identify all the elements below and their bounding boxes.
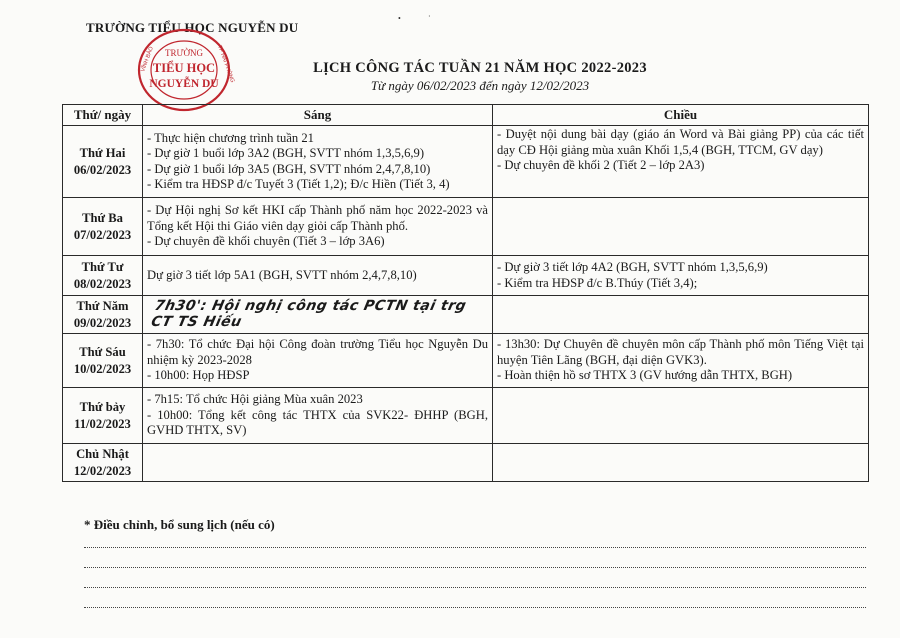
table-row xyxy=(63,334,869,388)
morning-item: - Dự giờ 1 buổi lớp 3A5 (BGH, SVTT nhóm 2,4,7,8,10) xyxy=(147,161,431,176)
morning-cell xyxy=(143,198,493,256)
seal-line-1: TRƯỜNG xyxy=(165,48,203,58)
day-cell xyxy=(63,198,143,256)
day-name: Thứ bảy xyxy=(79,399,126,414)
day-date: 09/02/2023 xyxy=(73,315,132,330)
day-date: 10/02/2023 xyxy=(73,361,132,376)
day-cell xyxy=(63,296,143,334)
afternoon-item: - Dự chuyên đề khối 2 (Tiết 2 – lớp 2A3) xyxy=(497,158,705,172)
table-row xyxy=(63,444,869,482)
day-date: 07/02/2023 xyxy=(73,227,132,242)
morning-item: - Dự Hội nghị Sơ kết HKI cấp Thành phố năm học 2022-2023 và Tổng kết Hội thi Giáo viên dạy giỏi cấp Thành phố. xyxy=(147,203,488,233)
morning-cell xyxy=(143,388,493,444)
scan-speck: • xyxy=(398,14,401,23)
morning-cell xyxy=(143,256,493,296)
page-title: LỊCH CÔNG TÁC TUẦN 21 NĂM HỌC 2022-2023 xyxy=(313,60,647,76)
morning-item: - Dự giờ 1 buổi lớp 3A2 (BGH, SVTT nhóm 1,3,5,6,9) xyxy=(147,146,425,160)
afternoon-cell xyxy=(493,444,869,482)
schedule-table xyxy=(62,104,869,482)
adjustment-note: * Điều chỉnh, bổ sung lịch (nếu có) xyxy=(84,517,275,532)
day-date: 11/02/2023 xyxy=(74,416,131,431)
header-morning: Sáng xyxy=(143,105,493,126)
day-name: Thứ Năm xyxy=(76,298,129,313)
afternoon-cell xyxy=(493,126,869,198)
day-name: Thứ Hai xyxy=(79,145,126,160)
day-cell xyxy=(63,126,143,198)
morning-item: - Dự chuyên đề khối chuyên (Tiết 3 – lớp 3A6) xyxy=(147,234,385,249)
blank-line xyxy=(84,567,866,568)
table-row xyxy=(63,296,869,334)
day-name: Thứ Tư xyxy=(81,259,124,274)
afternoon-cell xyxy=(493,256,869,296)
date-range: Từ ngày 06/02/2023 đến ngày 12/02/2023 xyxy=(370,78,590,93)
morning-item: - Thực hiện chương trình tuần 21 xyxy=(147,130,314,145)
seal-line-2: TIỂU HỌC xyxy=(152,61,216,75)
day-cell xyxy=(63,256,143,296)
morning-item: - Kiểm tra HĐSP đ/c Tuyết 3 (Tiết 1,2); Đ/c Hiền (Tiết 3, 4) xyxy=(147,177,450,191)
afternoon-item: - 13h30: Dự Chuyên đề chuyên môn cấp Thành phố môn Tiếng Việt tại huyện Tiên Lãng (BGH, đại diện GVK3). xyxy=(497,337,864,367)
blank-line xyxy=(84,607,866,608)
school-name: TRƯỜNG TIỂU HỌC NGUYỄN DU xyxy=(86,20,299,35)
scan-speck: · xyxy=(428,12,431,21)
handwritten-note: 7h30': Hội nghị công tác PCTN tại trg CT TS Hiếu xyxy=(149,298,468,330)
table-header-row xyxy=(63,105,869,126)
morning-item: Dự giờ 3 tiết lớp 5A1 (BGH, SVTT nhóm 2,4,7,8,10) xyxy=(147,267,417,282)
day-cell xyxy=(63,388,143,444)
table-row xyxy=(63,256,869,296)
morning-cell xyxy=(143,444,493,482)
afternoon-item: - Duyệt nội dung bài dạy (giáo án Word và Bài giảng PP) của các tiết dạy CĐ Hội giảng mùa xuân Khối 1,5,4 (BGH, TTCM, GV dạy) xyxy=(497,127,864,157)
school-seal xyxy=(136,28,236,112)
day-date: 08/02/2023 xyxy=(73,276,132,291)
morning-cell xyxy=(143,126,493,198)
table-row xyxy=(63,126,869,198)
blank-line xyxy=(84,547,866,548)
blank-line xyxy=(84,587,866,588)
day-name: Thứ Ba xyxy=(82,210,123,225)
seal-left-arc: VĨNH BẢO xyxy=(140,45,155,73)
morning-item: - 10h00: Họp HĐSP xyxy=(147,368,250,383)
table-row xyxy=(63,198,869,256)
afternoon-item: - Kiểm tra HĐSP đ/c B.Thúy (Tiết 3,4); xyxy=(497,275,698,290)
seal-right-arc: TP HẢI PHÒNG xyxy=(216,44,236,84)
day-date: 06/02/2023 xyxy=(73,162,132,177)
afternoon-cell xyxy=(493,334,869,388)
day-cell xyxy=(63,334,143,388)
afternoon-cell xyxy=(493,388,869,444)
day-name: Chủ Nhật xyxy=(76,446,129,461)
day-date: 12/02/2023 xyxy=(73,463,132,478)
day-cell xyxy=(63,444,143,482)
morning-item: - 10h00: Tổng kết công tác THTX của SVK22- ĐHHP (BGH, GVHD THTX, SV) xyxy=(147,407,488,438)
header-day: Thứ/ ngày xyxy=(63,105,143,126)
table-row xyxy=(63,388,869,444)
morning-cell xyxy=(143,296,493,334)
morning-cell xyxy=(143,334,493,388)
afternoon-cell xyxy=(493,296,869,334)
seal-line-3: NGUYỄN DU xyxy=(149,78,219,90)
afternoon-item: - Hoàn thiện hồ sơ THTX 3 (GV hướng dẫn THTX, BGH) xyxy=(497,368,793,383)
afternoon-cell xyxy=(493,198,869,256)
morning-item: - 7h30: Tổ chức Đại hội Công đoàn trường Tiểu học Nguyễn Du nhiệm kỳ 2023-2028 xyxy=(147,337,488,367)
header-afternoon: Chiều xyxy=(493,105,869,126)
afternoon-item: - Dự giờ 3 tiết lớp 4A2 (BGH, SVTT nhóm 1,3,5,6,9) xyxy=(497,260,768,274)
day-name: Thứ Sáu xyxy=(79,344,126,359)
morning-item: - 7h15: Tổ chức Hội giảng Mùa xuân 2023 xyxy=(147,392,363,407)
